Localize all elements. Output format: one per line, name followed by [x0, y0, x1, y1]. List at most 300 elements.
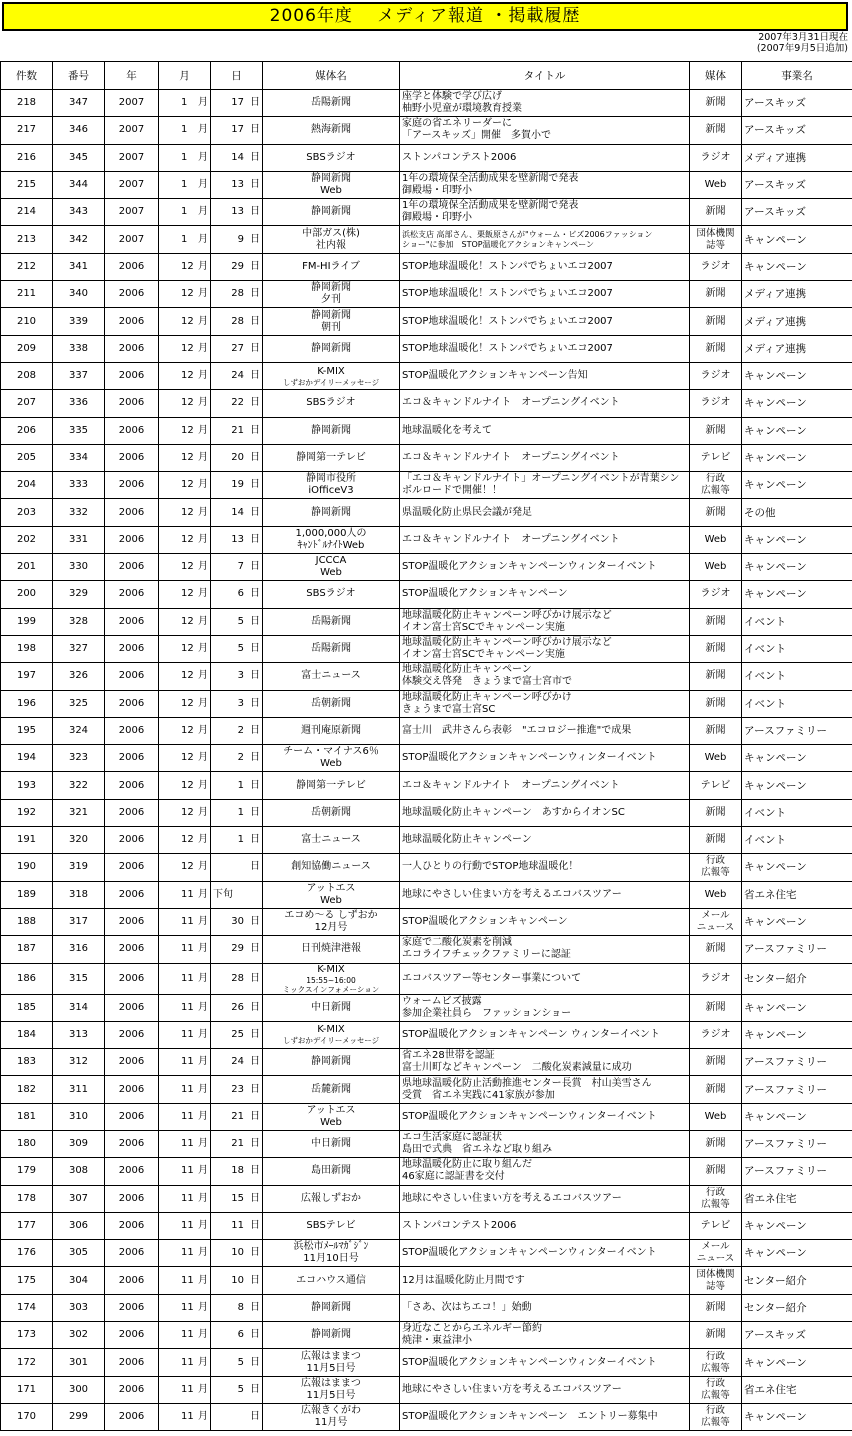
cell-count: 191 — [1, 827, 53, 854]
cell-media-type — [690, 994, 742, 1021]
month-value: 12 — [181, 533, 194, 545]
month-value: 11 — [181, 943, 194, 955]
month-unit: 月 — [198, 342, 208, 354]
day-unit: 日 — [250, 1220, 260, 1232]
month-value: 12 — [181, 397, 194, 409]
day-unit: 日 — [250, 1247, 260, 1259]
day-value: 23 — [231, 1083, 244, 1095]
month-unit: 月 — [198, 506, 208, 518]
media-type: 新聞 — [705, 1001, 726, 1013]
cell-title — [400, 362, 690, 389]
title-text: 地球温暖化防止キャンペーン あすからイオンSC — [402, 806, 625, 818]
media-name: FM-HIライブ — [302, 260, 360, 272]
cell-year: 2006 — [105, 390, 159, 417]
cell-count: 192 — [1, 799, 53, 826]
cell-number: 328 — [53, 608, 105, 635]
month-value: 11 — [181, 1220, 194, 1232]
month-unit: 月 — [198, 861, 208, 873]
cell-media-name — [263, 335, 400, 362]
media-name: K-MIX — [317, 365, 345, 377]
media-type: 新聞 — [705, 1165, 726, 1177]
cell-title — [400, 581, 690, 608]
cell-title — [400, 635, 690, 662]
title-text: エコ＆キャンドルナイト オープニングイベント — [402, 452, 620, 463]
title-text: STOP地球温暖化！ストンパでちょいエコ2007 — [402, 342, 613, 354]
media-type: 新聞 — [705, 206, 726, 218]
title-text: 地球にやさしい住まい方を考えるエコバスツアー — [402, 888, 622, 900]
cell-number: 332 — [53, 499, 105, 526]
media-name: チーム・マイナス6％ Web — [283, 746, 379, 770]
cell-title — [400, 526, 690, 553]
month-unit: 月 — [198, 888, 208, 900]
media-type: ラジオ — [700, 972, 731, 984]
cell-project: 省エネ住宅 — [742, 881, 852, 908]
cell-title — [400, 144, 690, 171]
table-row — [1, 1049, 852, 1076]
title-text: STOP温暖化アクションキャンペーン ウィンターイベント — [402, 1028, 660, 1040]
title-text: 地球温暖化防止キャンペーン 体験交え啓発 きょうまで富士宮市で — [402, 664, 572, 688]
cell-media-name — [263, 717, 400, 744]
day-value: 9 — [237, 233, 244, 245]
day-value: 13 — [231, 206, 244, 218]
cell-media-name — [263, 117, 400, 144]
month-value: 12 — [181, 752, 194, 764]
day-value: 21 — [231, 1110, 244, 1122]
day-value: 24 — [231, 1056, 244, 1068]
month-unit: 月 — [198, 724, 208, 736]
cell-count: 216 — [1, 144, 53, 171]
cell-project: キャンペーン — [742, 1349, 852, 1376]
cell-count: 179 — [1, 1158, 53, 1185]
cell-year: 2007 — [105, 90, 159, 117]
cell-media-name — [263, 144, 400, 171]
cell-year: 2006 — [105, 635, 159, 662]
cell-title — [400, 281, 690, 308]
day-value: 17 — [231, 97, 244, 109]
table-row — [1, 908, 852, 935]
cell-year: 2006 — [105, 1185, 159, 1212]
cell-title — [400, 854, 690, 881]
media-type: ラジオ — [700, 1028, 731, 1040]
table-row — [1, 1103, 852, 1130]
cell-day — [211, 253, 263, 280]
cell-media-name — [263, 171, 400, 198]
month-unit: 月 — [198, 260, 208, 272]
cell-day — [211, 362, 263, 389]
media-name: 静岡新聞 Web — [311, 173, 351, 197]
cell-year: 2006 — [105, 799, 159, 826]
cell-title — [400, 745, 690, 772]
month-unit: 月 — [198, 1056, 208, 1068]
title-text: 富士川 武井さんら表彰 "エコロジー推進"で成果 — [402, 724, 632, 736]
day-value: 13 — [231, 533, 244, 545]
month-value: 11 — [181, 1383, 194, 1395]
cell-title — [400, 1212, 690, 1239]
cell-number: 317 — [53, 908, 105, 935]
media-name: アットエス Web — [306, 882, 356, 906]
title-text: 県温暖化防止県民会議が発足 — [402, 506, 532, 518]
cell-count: 215 — [1, 171, 53, 198]
cell-number: 323 — [53, 745, 105, 772]
media-subtitle: しずおかデイリーメッセージ — [282, 1036, 380, 1046]
cell-media-name — [263, 663, 400, 690]
cell-number: 325 — [53, 690, 105, 717]
cell-media-type — [690, 1185, 742, 1212]
media-name: 創知協働ニュース — [291, 861, 371, 873]
cell-media-type — [690, 417, 742, 444]
title-text: エコ＆キャンドルナイト オープニングイベント — [402, 397, 620, 409]
cell-year: 2007 — [105, 171, 159, 198]
cell-media-name — [263, 362, 400, 389]
cell-day — [211, 963, 263, 994]
cell-project: アースファミリー — [742, 936, 852, 963]
cell-media-type — [690, 144, 742, 171]
cell-number: 344 — [53, 171, 105, 198]
table-row — [1, 472, 852, 499]
cell-project: キャンペーン — [742, 472, 852, 499]
media-name: 広報はままつ 11月5日号 — [301, 1350, 361, 1374]
cell-day — [211, 1240, 263, 1267]
cell-month — [159, 308, 211, 335]
cell-media-name — [263, 526, 400, 553]
cell-count: 185 — [1, 994, 53, 1021]
table-row — [1, 444, 852, 471]
cell-project: キャンペーン — [742, 745, 852, 772]
cell-media-type — [690, 1403, 742, 1430]
cell-media-type — [690, 1376, 742, 1403]
cell-media-type — [690, 1076, 742, 1103]
media-type: 行政 広報等 — [701, 1377, 730, 1401]
month-unit: 月 — [198, 452, 208, 463]
title-text: 省エネ28世帯を認証 富士川町などキャンペーン 二酸化炭素減量に成功 — [402, 1050, 632, 1074]
month-value: 12 — [181, 452, 194, 463]
cell-media-name — [263, 1349, 400, 1376]
cell-media-name — [263, 1076, 400, 1103]
media-type: ラジオ — [700, 370, 731, 382]
month-value: 12 — [181, 834, 194, 846]
table-header-row — [1, 62, 852, 90]
cell-number: 327 — [53, 635, 105, 662]
media-name: K-MIX — [317, 963, 345, 975]
cell-media-name — [263, 1240, 400, 1267]
media-type: ラジオ — [700, 588, 731, 600]
media-name: エコめ～る しずおか 12月号 — [284, 910, 378, 934]
day-value: 25 — [231, 1028, 244, 1040]
month-value: 1 — [181, 233, 188, 245]
month-unit: 月 — [198, 779, 208, 791]
media-name: エコハウス通信 — [296, 1274, 366, 1286]
cell-number: 331 — [53, 526, 105, 553]
cell-day — [211, 635, 263, 662]
cell-month — [159, 526, 211, 553]
day-unit: 日 — [250, 370, 260, 382]
cell-media-type — [690, 1240, 742, 1267]
cell-number: 320 — [53, 827, 105, 854]
month-unit: 月 — [198, 1301, 208, 1313]
month-value: 12 — [181, 724, 194, 736]
month-unit: 月 — [198, 397, 208, 409]
cell-month — [159, 472, 211, 499]
cell-count: 180 — [1, 1130, 53, 1157]
column-header: 媒体 — [690, 62, 742, 90]
title-text: 浜松支店 高部さん、栗飯原さんが"ウォーム・ビズ2006ファッション ショー"に参加 STOP温暖化アクションキャンペーン — [402, 229, 653, 249]
cell-title — [400, 554, 690, 581]
day-value: 17 — [231, 124, 244, 136]
cell-media-name — [263, 1322, 400, 1349]
cell-year: 2006 — [105, 1049, 159, 1076]
cell-number: 312 — [53, 1049, 105, 1076]
cell-year: 2006 — [105, 526, 159, 553]
month-unit: 月 — [198, 424, 208, 436]
media-name: 静岡新聞 — [311, 342, 351, 354]
media-name: 静岡新聞 — [311, 1301, 351, 1313]
month-value: 12 — [181, 643, 194, 655]
cell-media-type — [690, 1158, 742, 1185]
cell-year: 2006 — [105, 1076, 159, 1103]
cell-number: 336 — [53, 390, 105, 417]
cell-project: アースファミリー — [742, 1130, 852, 1157]
cell-day — [211, 1158, 263, 1185]
media-type: 行政 広報等 — [701, 473, 730, 497]
cell-media-type — [690, 963, 742, 994]
cell-count: 210 — [1, 308, 53, 335]
cell-number: 342 — [53, 226, 105, 253]
table-row — [1, 663, 852, 690]
table-row — [1, 1403, 852, 1430]
cell-project: メディア連携 — [742, 335, 852, 362]
cell-year: 2006 — [105, 690, 159, 717]
month-unit: 月 — [198, 370, 208, 382]
title-text: STOP地球温暖化！ストンパでちょいエコ2007 — [402, 260, 613, 272]
cell-month — [159, 827, 211, 854]
cell-month — [159, 499, 211, 526]
title-text: 地球温暖化防止に取り組んだ 46家庭に認証書を交付 — [402, 1159, 532, 1183]
cell-project: アースキッズ — [742, 199, 852, 226]
media-name: 静岡新聞 — [311, 1329, 351, 1341]
day-unit: 日 — [250, 752, 260, 764]
table-row — [1, 635, 852, 662]
cell-media-name — [263, 936, 400, 963]
cell-media-type — [690, 171, 742, 198]
cell-number: 314 — [53, 994, 105, 1021]
media-type: 新聞 — [705, 124, 726, 136]
cell-project: アースファミリー — [742, 717, 852, 744]
cell-media-type — [690, 1021, 742, 1048]
media-name: 島田新聞 — [311, 1165, 351, 1177]
cell-title — [400, 199, 690, 226]
media-type: 新聞 — [705, 1083, 726, 1095]
media-type: ラジオ — [700, 260, 731, 272]
day-value: 20 — [231, 452, 244, 463]
cell-count: 175 — [1, 1267, 53, 1294]
month-unit: 月 — [198, 206, 208, 218]
month-unit: 月 — [198, 561, 208, 573]
title-text: STOP温暖化アクションキャンペーン エントリー募集中 — [402, 1411, 658, 1423]
cell-count: 200 — [1, 581, 53, 608]
month-value: 12 — [181, 424, 194, 436]
cell-media-type — [690, 772, 742, 799]
day-unit: 日 — [250, 452, 260, 463]
title-text: STOP温暖化アクションキャンペーン — [402, 916, 568, 928]
month-value: 12 — [181, 288, 194, 300]
cell-number: 311 — [53, 1076, 105, 1103]
cell-media-type — [690, 1212, 742, 1239]
cell-month — [159, 199, 211, 226]
cell-year: 2006 — [105, 854, 159, 881]
cell-month — [159, 908, 211, 935]
cell-media-type — [690, 635, 742, 662]
table-row — [1, 690, 852, 717]
cell-month — [159, 1185, 211, 1212]
cell-month — [159, 690, 211, 717]
cell-number: 333 — [53, 472, 105, 499]
media-name: 静岡新聞 — [311, 1056, 351, 1068]
cell-count: 194 — [1, 745, 53, 772]
cell-media-type — [690, 854, 742, 881]
cell-month — [159, 1076, 211, 1103]
month-unit: 月 — [198, 1356, 208, 1368]
title-text: ウォームビズ披露 参加企業社員ら ファッションショー — [402, 995, 572, 1019]
media-type: 新聞 — [705, 724, 726, 736]
cell-count: 177 — [1, 1212, 53, 1239]
media-name: 富士ニュース — [301, 834, 361, 846]
media-type: 新聞 — [705, 670, 726, 682]
month-unit: 月 — [198, 1274, 208, 1286]
as-of-date — [757, 32, 848, 54]
cell-media-type — [690, 1267, 742, 1294]
table-row — [1, 1240, 852, 1267]
media-type: 新聞 — [705, 424, 726, 436]
title-text: 家庭で二酸化炭素を削減 エコライフチェックファミリーに認証 — [402, 937, 571, 961]
cell-project: センター紹介 — [742, 1267, 852, 1294]
cell-title — [400, 1267, 690, 1294]
cell-day — [211, 554, 263, 581]
media-name: 熱海新聞 — [311, 124, 351, 136]
media-name: 静岡第一テレビ — [296, 779, 366, 791]
title-text: STOP温暖化アクションキャンペーン告知 — [402, 370, 588, 382]
cell-count: 170 — [1, 1403, 53, 1430]
cell-day — [211, 690, 263, 717]
cell-title — [400, 90, 690, 117]
month-value: 12 — [181, 315, 194, 327]
cell-day — [211, 799, 263, 826]
cell-year: 2006 — [105, 1240, 159, 1267]
as-of-line-1: 2007年3月31日現在 — [758, 32, 848, 43]
cell-year: 2006 — [105, 1130, 159, 1157]
cell-title — [400, 827, 690, 854]
cell-count: 212 — [1, 253, 53, 280]
month-unit: 月 — [198, 1411, 208, 1423]
title-text: ストンパコンテスト2006 — [402, 151, 517, 163]
cell-number: 304 — [53, 1267, 105, 1294]
media-name: 広報しずおか — [301, 1192, 361, 1204]
media-name: 岳陽新聞 — [311, 643, 351, 655]
day-unit: 日 — [250, 397, 260, 409]
title-text: STOP温暖化アクションキャンペーンウィンターイベント — [402, 561, 657, 573]
month-value: 12 — [181, 370, 194, 382]
cell-day — [211, 117, 263, 144]
title-text: STOP温暖化アクションキャンペーンウィンターイベント — [402, 752, 657, 764]
month-value: 12 — [181, 806, 194, 818]
media-type: メール ニュース — [696, 910, 735, 934]
cell-number: 321 — [53, 799, 105, 826]
cell-number: 326 — [53, 663, 105, 690]
month-value: 12 — [181, 260, 194, 272]
cell-count: 206 — [1, 417, 53, 444]
month-unit: 月 — [198, 943, 208, 955]
day-value: 5 — [237, 1356, 244, 1368]
cell-number: 308 — [53, 1158, 105, 1185]
table-row — [1, 199, 852, 226]
cell-number: 338 — [53, 335, 105, 362]
cell-year: 2006 — [105, 581, 159, 608]
media-type: 行政 広報等 — [701, 1186, 730, 1210]
table-row — [1, 963, 852, 994]
media-name: 中日新聞 — [311, 1138, 351, 1150]
cell-day — [211, 1103, 263, 1130]
table-row — [1, 1130, 852, 1157]
cell-title — [400, 1376, 690, 1403]
media-name: 岳陽新聞 — [311, 97, 351, 109]
day-value: 21 — [231, 1138, 244, 1150]
month-unit: 月 — [198, 1220, 208, 1232]
cell-number: 313 — [53, 1021, 105, 1048]
cell-title — [400, 799, 690, 826]
cell-year: 2006 — [105, 1267, 159, 1294]
cell-media-name — [263, 1267, 400, 1294]
cell-day — [211, 144, 263, 171]
cell-count: 178 — [1, 1185, 53, 1212]
cell-count: 203 — [1, 499, 53, 526]
cell-title — [400, 1349, 690, 1376]
column-header: 月 — [159, 62, 211, 90]
media-type: メール ニュース — [696, 1241, 735, 1265]
table-row — [1, 717, 852, 744]
cell-title — [400, 963, 690, 994]
cell-media-name — [263, 1294, 400, 1321]
cell-year: 2006 — [105, 608, 159, 635]
media-type: 新聞 — [705, 288, 726, 300]
day-unit: 日 — [250, 643, 260, 655]
month-value: 11 — [181, 1001, 194, 1013]
cell-day — [211, 1212, 263, 1239]
cell-month — [159, 1049, 211, 1076]
media-name: 岳麓新聞 — [311, 1083, 351, 1095]
cell-count: 187 — [1, 936, 53, 963]
cell-year: 2006 — [105, 253, 159, 280]
cell-project: キャンペーン — [742, 226, 852, 253]
cell-count: 202 — [1, 526, 53, 553]
cell-media-name — [263, 1185, 400, 1212]
day-unit: 日 — [250, 288, 260, 300]
cell-media-type — [690, 308, 742, 335]
media-type: 新聞 — [705, 1301, 726, 1313]
cell-year: 2006 — [105, 908, 159, 935]
month-unit: 月 — [198, 752, 208, 764]
cell-month — [159, 1376, 211, 1403]
cell-count: 211 — [1, 281, 53, 308]
cell-number: 318 — [53, 881, 105, 908]
cell-media-type — [690, 90, 742, 117]
cell-year: 2006 — [105, 663, 159, 690]
media-type: テレビ — [700, 452, 731, 463]
cell-media-type — [690, 362, 742, 389]
day-unit: 日 — [250, 972, 260, 984]
day-value: 14 — [231, 506, 244, 518]
cell-month — [159, 253, 211, 280]
cell-project: キャンペーン — [742, 362, 852, 389]
cell-year: 2006 — [105, 335, 159, 362]
